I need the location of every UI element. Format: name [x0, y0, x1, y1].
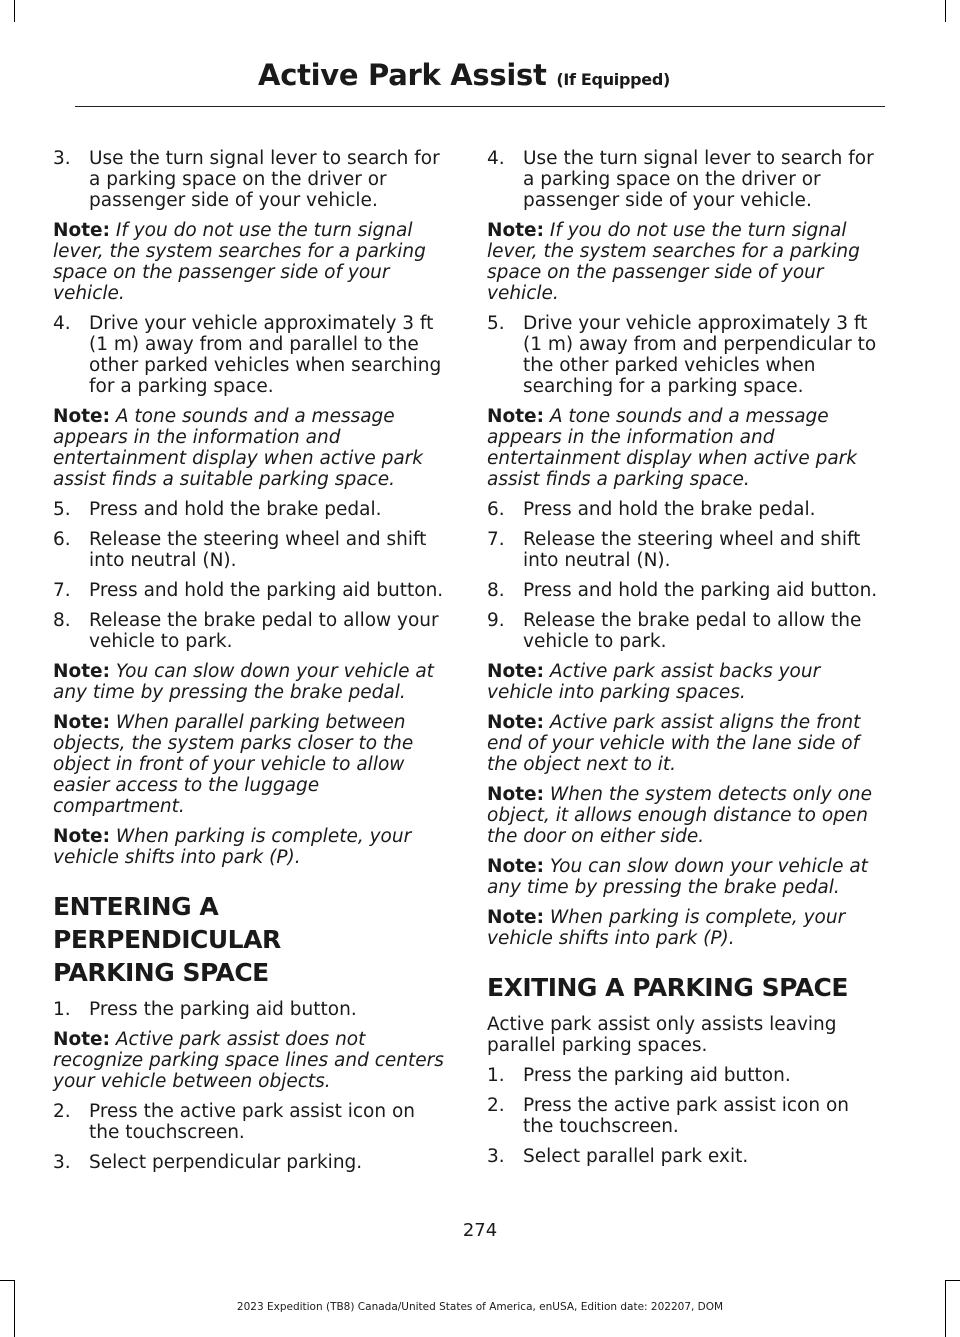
step-text: Release the brake pedal to allow the vehicle to park.: [523, 610, 862, 652]
numbered-step: [487, 148, 882, 211]
step-number: 3.: [53, 1152, 71, 1173]
crop-mark: [946, 1280, 960, 1281]
numbered-step: [53, 529, 448, 571]
note-text: If you do not use the turn signal lever, the system searches for a parking space on the passenger side of your vehicle.: [487, 220, 860, 304]
note: [53, 712, 448, 817]
numbered-step: [53, 499, 448, 520]
note: [487, 856, 882, 898]
step-number: 2.: [487, 1095, 505, 1116]
note-text: You can slow down your vehicle at any time by pressing the brake pedal.: [53, 661, 434, 703]
note-label: Note:: [487, 406, 544, 427]
note-label: Note:: [53, 661, 110, 682]
note: [53, 661, 448, 703]
note: [53, 826, 448, 868]
step-text: Drive your vehicle approximately 3 ft (1 m) away from and perpendicular to the other parked vehicles when searching for a parking space.: [523, 313, 877, 397]
numbered-step: [53, 610, 448, 652]
page-title-main: Active Park Assist: [258, 58, 547, 92]
step-number: 7.: [53, 580, 71, 601]
step-text: Release the steering wheel and shift into neutral (N).: [89, 529, 427, 571]
right-blocks-a: [487, 148, 882, 949]
step-number: 8.: [487, 580, 505, 601]
step-text: Press the active park assist icon on the touchscreen.: [523, 1095, 850, 1137]
step-text: Select parallel park exit.: [523, 1146, 749, 1167]
step-number: 5.: [487, 313, 505, 334]
page-title: [258, 58, 670, 92]
left-column: [53, 148, 448, 1182]
note-text: You can slow down your vehicle at any time by pressing the brake pedal.: [487, 856, 868, 898]
section-heading-line: PARKING SPACE: [53, 958, 269, 987]
step-number: 9.: [487, 610, 505, 631]
crop-mark: [0, 1280, 14, 1281]
note-label: Note:: [53, 826, 110, 847]
note-text: Active park assist aligns the front end of your vehicle with the lane side of the object next to it.: [487, 712, 861, 775]
note-label: Note:: [53, 220, 110, 241]
numbered-step: [53, 148, 448, 211]
note-label: Note:: [487, 661, 544, 682]
section-heading-line: ENTERING A PERPENDICULAR: [53, 892, 281, 954]
step-number: 7.: [487, 529, 505, 550]
numbered-step: [487, 313, 882, 397]
step-text: Press the active park assist icon on the touchscreen.: [89, 1101, 416, 1143]
note-text: A tone sounds and a message appears in the information and entertainment display when active park assist finds a suitable parking space.: [53, 406, 423, 490]
note-text: Active park assist backs your vehicle into parking spaces.: [487, 661, 821, 703]
step-text: Release the steering wheel and shift into neutral (N).: [523, 529, 861, 571]
note: [487, 784, 882, 847]
step-text: Press and hold the brake pedal.: [523, 499, 816, 520]
step-text: Select perpendicular parking.: [89, 1152, 363, 1173]
left-blocks-b: [53, 999, 448, 1173]
step-number: 8.: [53, 610, 71, 631]
numbered-step: [53, 580, 448, 601]
numbered-step: [487, 529, 882, 571]
step-number: 3.: [53, 148, 71, 169]
numbered-step: [53, 1101, 448, 1143]
note-label: Note:: [487, 712, 544, 733]
right-column: [487, 148, 882, 1176]
section-heading-perpendicular: [53, 890, 448, 989]
step-text: Press the parking aid button.: [523, 1065, 791, 1086]
paragraph: Active park assist only assists leaving parallel parking spaces.: [487, 1014, 837, 1056]
note-label: Note:: [53, 712, 110, 733]
step-number: 6.: [53, 529, 71, 550]
numbered-step: [487, 580, 882, 601]
step-number: 1.: [487, 1065, 505, 1086]
note-text: If you do not use the turn signal lever, the system searches for a parking space on the passenger side of your vehicle.: [53, 220, 426, 304]
step-text: Release the brake pedal to allow your vehicle to park.: [89, 610, 439, 652]
note-text: When the system detects only one object, it allows enough distance to open the door on either side.: [487, 784, 873, 847]
step-number: 4.: [487, 148, 505, 169]
note-label: Note:: [487, 220, 544, 241]
note-text: When parking is complete, your vehicle shifts into park (P).: [53, 826, 412, 868]
note-label: Note:: [487, 856, 544, 877]
numbered-step: [53, 1152, 448, 1173]
note: [487, 712, 882, 775]
page-title-subtitle: (If Equipped): [556, 70, 670, 89]
note-label: Note:: [487, 784, 544, 805]
step-number: 3.: [487, 1146, 505, 1167]
step-number: 2.: [53, 1101, 71, 1122]
note-label: Note:: [487, 907, 544, 928]
note-text: Active park assist does not recognize parking space lines and centers your vehicle between objects.: [53, 1029, 444, 1092]
step-number: 4.: [53, 313, 71, 334]
step-text: Use the turn signal lever to search for a parking space on the driver or passenger side of your vehicle.: [89, 148, 440, 211]
step-text: Use the turn signal lever to search for a parking space on the driver or passenger side of your vehicle.: [523, 148, 874, 211]
note-label: Note:: [53, 1029, 110, 1050]
step-text: Press and hold the brake pedal.: [89, 499, 382, 520]
note: [487, 661, 882, 703]
note-label: Note:: [53, 406, 110, 427]
note-text: When parking is complete, your vehicle shifts into park (P).: [487, 907, 846, 949]
note-text: A tone sounds and a message appears in the information and entertainment display when active park assist finds a parking space.: [487, 406, 857, 490]
page-number: 274: [462, 1220, 498, 1241]
section-heading-exiting: EXITING A PARKING SPACE: [487, 973, 848, 1002]
note: [53, 406, 448, 490]
note: [487, 220, 882, 304]
header-divider: [75, 106, 885, 107]
step-number: 1.: [53, 999, 71, 1020]
note: [53, 1029, 448, 1092]
left-blocks-a: [53, 148, 448, 868]
numbered-step: [487, 499, 882, 520]
note: [487, 406, 882, 490]
note-text: When parallel parking between objects, the system parks closer to the object in front of your vehicle to allow easier access to the luggage compartment.: [53, 712, 414, 817]
numbered-step: [487, 1146, 882, 1167]
step-text: Drive your vehicle approximately 3 ft (1 m) away from and parallel to the other parked vehicles when searching for a parking space.: [89, 313, 442, 397]
note: [487, 907, 882, 949]
numbered-step: [487, 1095, 882, 1137]
step-text: Press and hold the parking aid button.: [89, 580, 444, 601]
step-number: 6.: [487, 499, 505, 520]
numbered-step: [53, 999, 448, 1020]
numbered-step: [53, 313, 448, 397]
crop-mark: [14, 0, 15, 22]
numbered-step: [487, 1065, 882, 1086]
step-text: Press the parking aid button.: [89, 999, 357, 1020]
note: [53, 220, 448, 304]
step-text: Press and hold the parking aid button.: [523, 580, 878, 601]
right-blocks-b: [487, 1014, 882, 1167]
crop-mark: [945, 0, 946, 22]
step-number: 5.: [53, 499, 71, 520]
numbered-step: [487, 610, 882, 652]
edition-footer: 2023 Expedition (TB8) Canada/United States of America, enUSA, Edition date: 202207, DOM: [236, 1301, 724, 1313]
